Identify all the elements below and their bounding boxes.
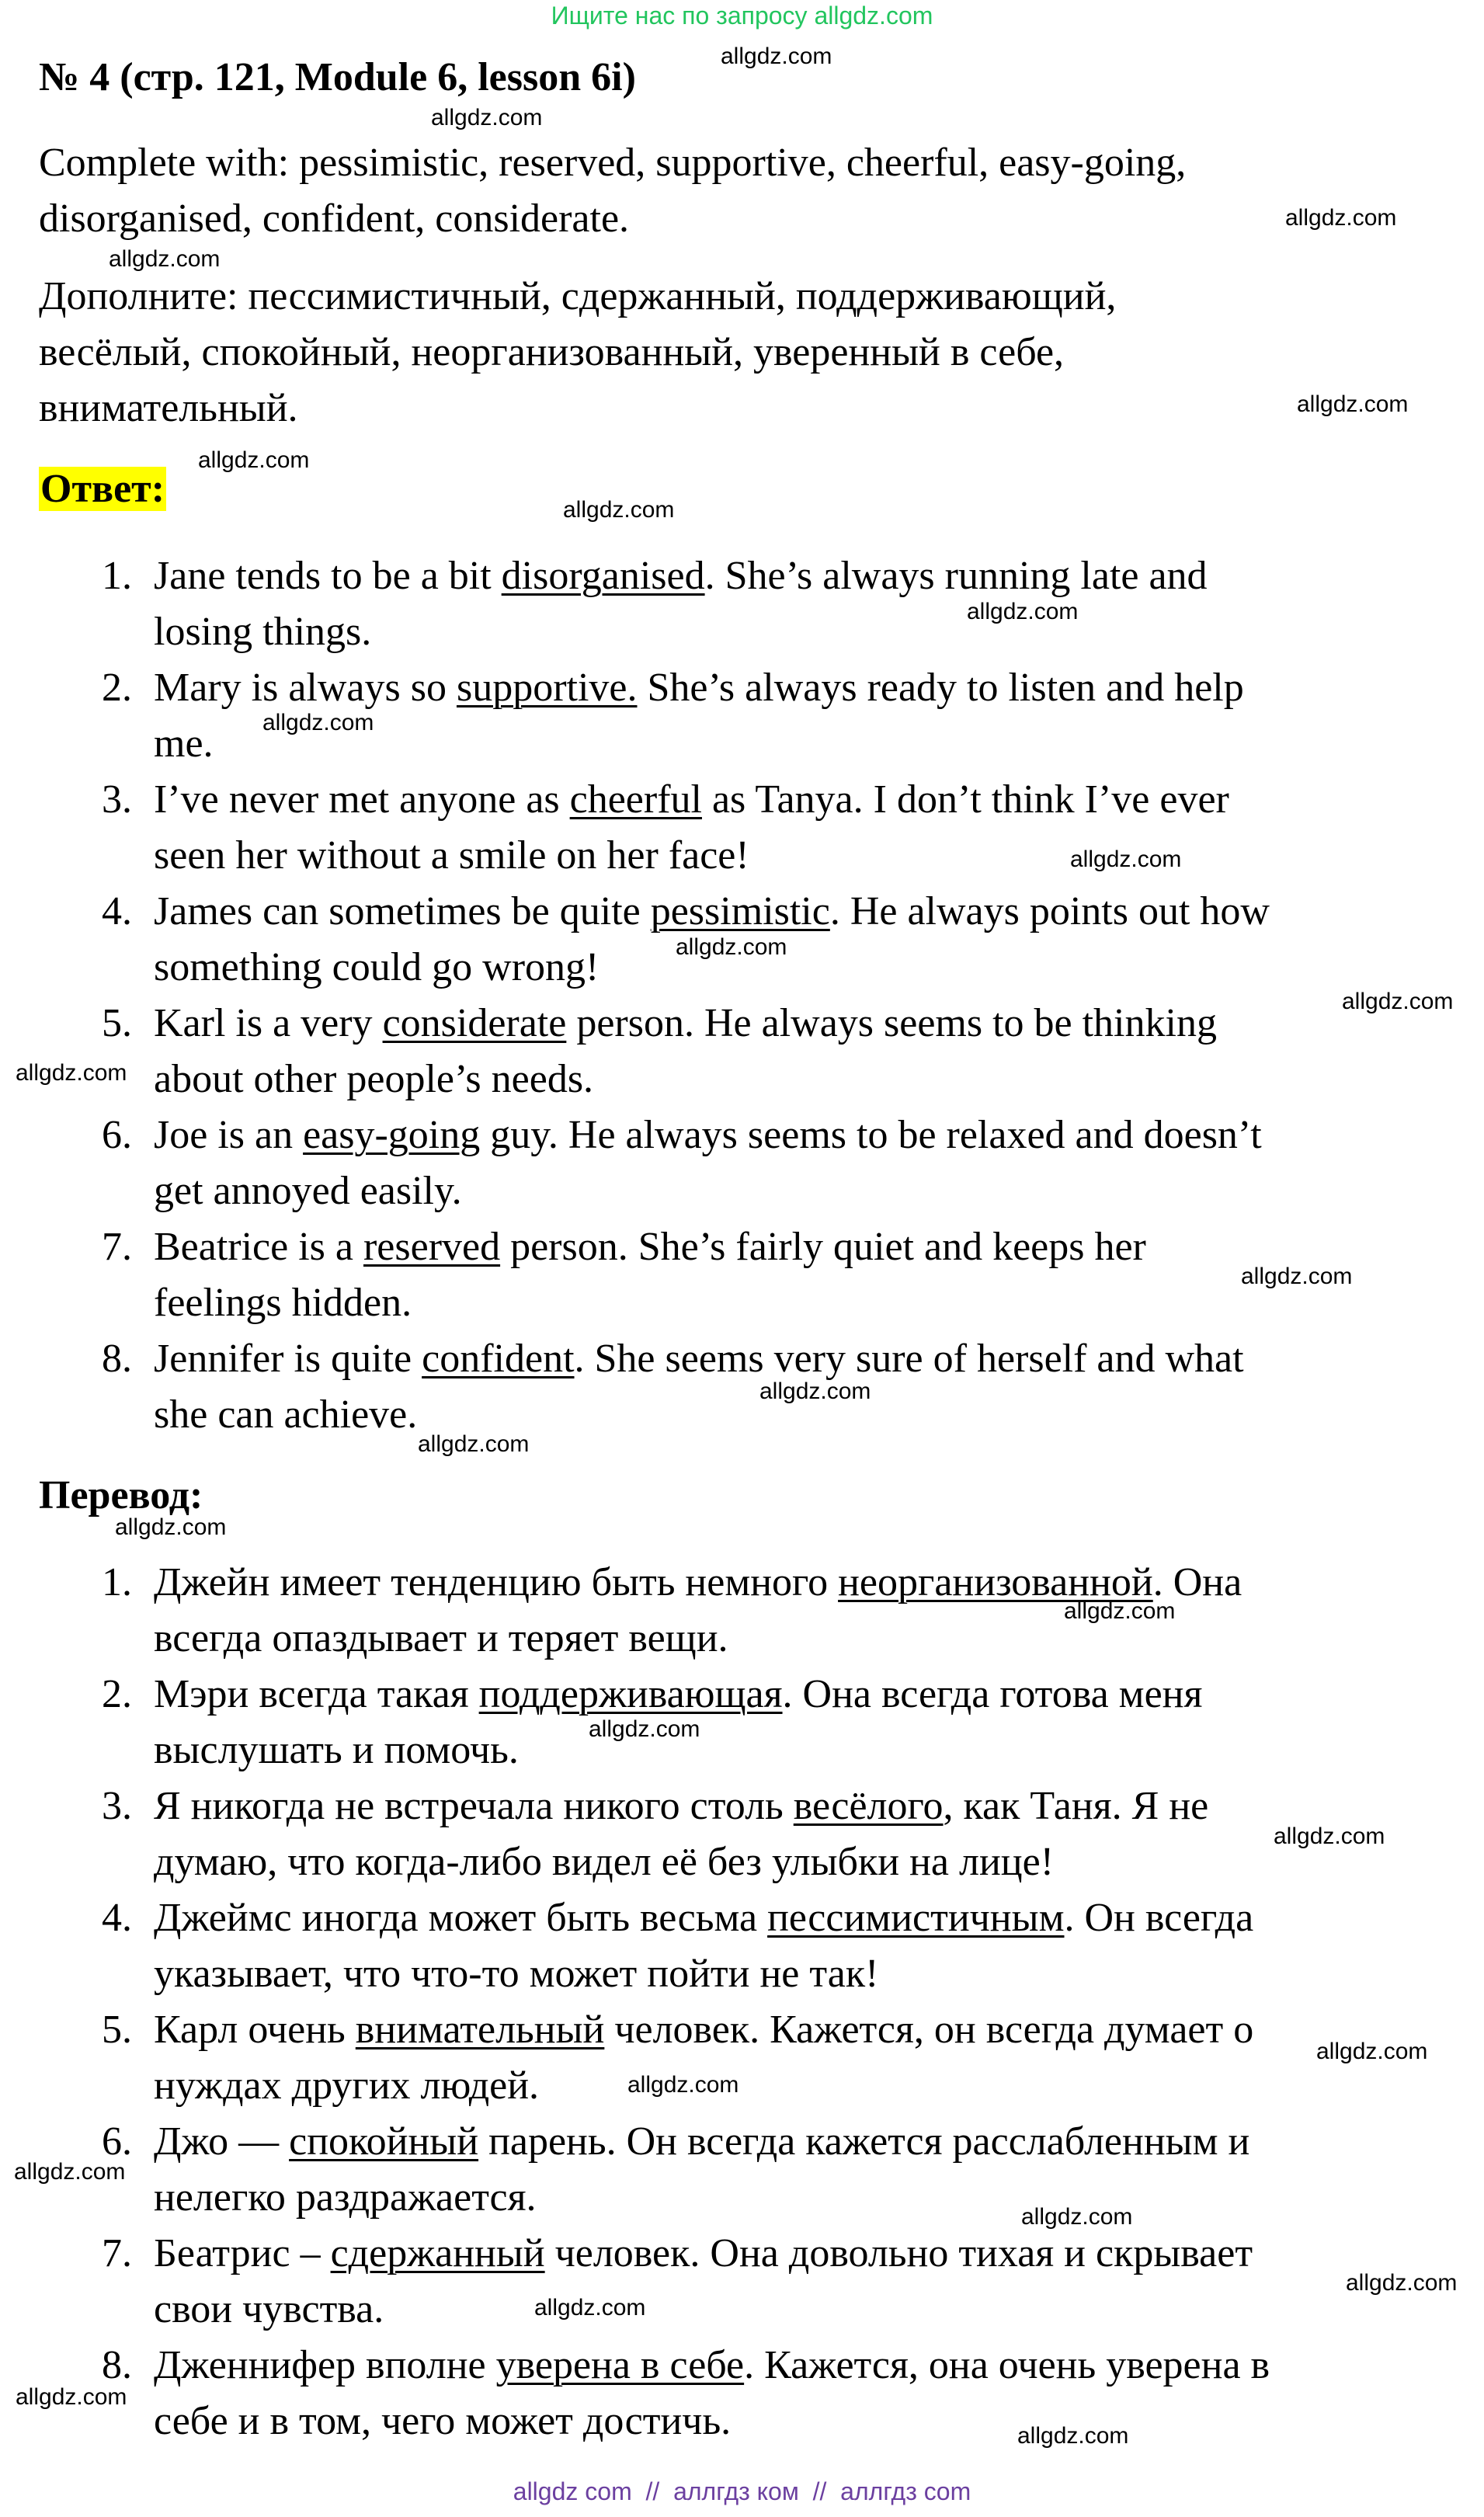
exercise-title: № 4 (стр. 121, Module 6, lesson 6i): [39, 55, 636, 99]
instruction-english-line: disorganised, confident, considerate.: [39, 196, 630, 241]
watermark: allgdz.com: [534, 2295, 646, 2321]
translation-number: 1.: [102, 1560, 132, 1604]
watermark: allgdz.com: [262, 710, 374, 735]
translation-word: весёлого: [793, 1784, 944, 1828]
translation-number: 7.: [102, 2231, 132, 2275]
answer-number: 1.: [102, 554, 132, 598]
translation-text: Джеймс иногда может быть весьма пессимистичным. Он всегда указывает, что что-то может пойти не так!: [154, 1896, 1254, 1996]
answer-text: Mary is always so supportive. She’s always ready to listen and help me.: [154, 666, 1244, 766]
answer-word: easy-going: [303, 1113, 481, 1157]
translation-word: спокойный: [289, 2119, 479, 2164]
answer-word: disorganised: [501, 554, 705, 598]
watermark: allgdz.com: [676, 934, 787, 960]
answer-number: 7.: [102, 1225, 132, 1269]
translation-number: 5.: [102, 2008, 132, 2052]
answer-word: considerate: [382, 1001, 567, 1045]
watermark: allgdz.com: [1297, 391, 1409, 417]
translation-heading: Перевод:: [39, 1473, 203, 1518]
translation-text: Беатрис – сдержанный человек. Она довольно тихая и скрывает свои чувства.: [154, 2231, 1253, 2331]
instruction-english: [39, 135, 1421, 247]
translation-number: 4.: [102, 1896, 132, 1940]
answer-number: 2.: [102, 666, 132, 710]
answer-word: confident: [422, 1337, 575, 1381]
answer-word: reserved: [363, 1225, 501, 1269]
watermark: allgdz.com: [589, 1716, 700, 1742]
translation-text: Джо — спокойный парень. Он всегда кажется расслабленным и нелегко раздражается.: [154, 2119, 1250, 2220]
answer-text: Beatrice is a reserved person. She’s fairly quiet and keeps her feelings hidden.: [154, 1225, 1146, 1325]
answer-text: Karl is a very considerate person. He always seems to be thinking about other people’s needs.: [154, 1001, 1217, 1101]
answer-text: I’ve never met anyone as cheerful as Tanya. I don’t think I’ve ever seen her without a smile on her face!: [154, 777, 1229, 878]
watermark: allgdz.com: [1316, 2039, 1428, 2064]
translation-word: неорганизованной: [838, 1560, 1153, 1604]
watermark: allgdz.com: [198, 447, 310, 473]
instruction-russian-line: внимательный.: [39, 386, 298, 430]
answer-number: 6.: [102, 1113, 132, 1157]
translation-text: Мэри всегда такая поддерживающая. Она всегда готова меня выслушать и помочь.: [154, 1672, 1203, 1772]
watermark: allgdz.com: [418, 1431, 530, 1457]
watermark: allgdz.com: [16, 2384, 127, 2410]
watermark: allgdz.com: [431, 105, 543, 130]
watermark: allgdz.com: [1342, 989, 1454, 1014]
top-banner[interactable]: Ищите нас по запросу allgdz.com: [551, 2, 933, 30]
watermark: allgdz.com: [16, 1060, 127, 1086]
watermark: allgdz.com: [1017, 2423, 1129, 2449]
watermark: allgdz.com: [115, 1514, 227, 1540]
watermark: allgdz.com: [1064, 1598, 1176, 1624]
instruction-english-line: Complete with: pessimistic, reserved, supportive, cheerful, easy-going,: [39, 141, 1187, 185]
translation-text: Дженнифер вполне уверена в себе. Кажется, она очень уверена в себе и в том, чего может достичь.: [154, 2343, 1270, 2443]
watermark: allgdz.com: [14, 2159, 126, 2185]
watermark: allgdz.com: [721, 43, 832, 69]
instruction-russian-line: весёлый, спокойный, неорганизованный, уверенный в себе,: [39, 330, 1065, 374]
answer-heading-highlight: Ответ:: [40, 467, 165, 511]
translation-word: внимательный: [355, 2008, 605, 2052]
answer-word: pessimistic: [650, 889, 830, 933]
translation-number: 3.: [102, 1784, 132, 1828]
answer-text: Jane tends to be a bit disorganised. She’s always running late and losing things.: [154, 554, 1208, 654]
watermark: allgdz.com: [563, 497, 675, 523]
translation-number: 6.: [102, 2119, 132, 2164]
answer-number: 3.: [102, 777, 132, 822]
translation-text: Карл очень внимательный человек. Кажется, он всегда думает о нуждах других людей.: [154, 2008, 1254, 2108]
answer-number: 4.: [102, 889, 132, 933]
translation-word: поддерживающая: [478, 1672, 783, 1716]
translation-number: 2.: [102, 1672, 132, 1716]
instruction-russian: [39, 269, 1421, 436]
watermark: allgdz.com: [967, 599, 1079, 624]
watermark: allgdz.com: [759, 1378, 871, 1404]
answer-text: Joe is an easy-going guy. He always seems to be relaxed and doesn’t get annoyed easily.: [154, 1113, 1262, 1213]
translation-number: 8.: [102, 2343, 132, 2387]
watermark: allgdz.com: [1070, 847, 1182, 872]
watermark: allgdz.com: [1285, 205, 1397, 231]
watermark: allgdz.com: [1021, 2204, 1133, 2230]
watermark: allgdz.com: [109, 246, 221, 272]
answer-heading: [39, 461, 166, 517]
translation-text: Джейн имеет тенденцию быть немного неорганизованной. Она всегда опаздывает и теряет вещи.: [154, 1560, 1242, 1660]
answer-word: supportive.: [456, 666, 638, 710]
translation-text: Я никогда не встречала никого столь весёлого, как Таня. Я не думаю, что когда-либо видел её без улыбки на лице!: [154, 1784, 1209, 1884]
watermark: allgdz.com: [1346, 2270, 1458, 2296]
translation-word: сдержанный: [330, 2231, 545, 2275]
watermark: allgdz.com: [627, 2072, 739, 2098]
answer-word: cheerful: [569, 777, 702, 822]
instruction-russian-line: Дополните: пессимистичный, сдержанный, поддерживающий,: [39, 274, 1117, 318]
answer-number: 8.: [102, 1337, 132, 1381]
footer-text[interactable]: allgdz com // аллгдз ком // аллгдз com: [513, 2477, 971, 2505]
translation-word: пессимистичным: [767, 1896, 1065, 1940]
answer-text: Jennifer is quite confident. She seems very sure of herself and what she can achieve.: [154, 1337, 1244, 1437]
answer-text: James can sometimes be quite pessimistic. He always points out how something could go wrong!: [154, 889, 1270, 989]
footer-links[interactable]: [0, 2477, 1484, 2506]
translation-word: уверена в себе: [495, 2343, 745, 2387]
answer-number: 5.: [102, 1001, 132, 1045]
watermark: allgdz.com: [1274, 1823, 1385, 1849]
watermark: allgdz.com: [1241, 1264, 1353, 1289]
